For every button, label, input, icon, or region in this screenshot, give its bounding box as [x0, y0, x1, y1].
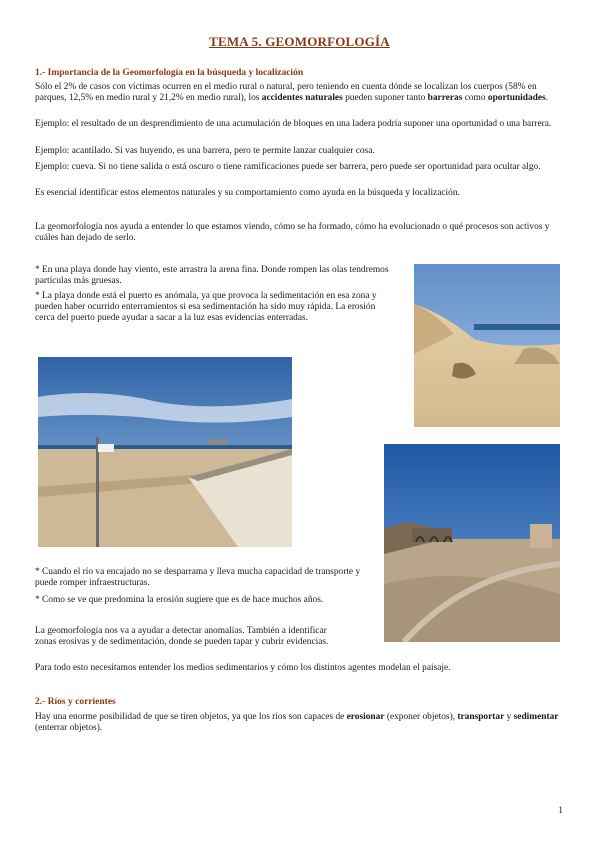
- playa-note-2: * La playa donde está el puerto es anómala, ya que provoca la sedimentación en esa zona y pueden haber ocurrido enterramientos si esa sedimentación ha sido muy rápida. La erosión cerca del puerto puede ayudar a sacar a la luz esas evidencias enterradas.: [35, 291, 377, 323]
- s2-text-d: y: [504, 712, 514, 722]
- section1-heading: 1.- Importancia de la Geomorfología en la búsqueda y localización: [35, 68, 304, 78]
- anomalias-text: La geomorfología nos va a ayudar a detectar anomalías. También a identificar zonas erosivas y de sedimentación, donde se pueden tapar y cubrir evidencias.: [35, 626, 329, 647]
- section2-heading: 2.- Ríos y corrientes: [35, 697, 116, 707]
- river-bed-photo: [384, 444, 560, 642]
- section2-para: [35, 712, 565, 734]
- rio-note-2: * Como se ve que predomina la erosión sugiere que es de hace muchos años.: [35, 595, 324, 605]
- page-number: 1: [558, 806, 563, 816]
- para1-text-e: .: [545, 92, 549, 103]
- ejemplo-3: Ejemplo: cueva. Si no tiene salida o está oscuro o tiene ramificaciones puede ser barrera, pero puede ser oportunidad para ocultar algo.: [35, 162, 541, 172]
- playa-note-1: * En una playa donde hay viento, este arrastra la arena fina. Donde rompen las olas tendremos partículas más gruesas.: [35, 265, 389, 286]
- rio-note-1: * Cuando el río va encajado no se desparrama y lleva mucha capacidad de transporte y puede romper infraestructuras.: [35, 567, 361, 588]
- ejemplo-2: Ejemplo: acantilado. Si vas huyendo, es una barrera, pero te permite lanzar cualquier cosa.: [35, 146, 375, 156]
- geomorfologia-text: La geomorfología nos ayuda a entender lo que estamos viendo, cómo se ha formado, cómo ha evolucionado o qué procesos son activos y cuáles han dejado de serlo.: [35, 222, 550, 243]
- page-title: TEMA 5. GEOMORFOLOGÍA: [209, 34, 390, 49]
- para1-text-c: pueden suponer tanto: [342, 92, 428, 103]
- beach-dunes-photo: [414, 264, 560, 427]
- para1-bold-2: barreras: [427, 92, 463, 103]
- ejemplo-1: Ejemplo: el resultado de un desprendimiento de una acumulación de bloques en una ladera podría suponer una oportunidad o una barrera.: [35, 119, 552, 129]
- port-beach-photo: [38, 357, 292, 547]
- s2-bold-1: erosionar: [346, 712, 385, 722]
- para1-text-a: Sólo el 2% de casos con víctimas ocurren en el medio rural o natural, pero teniendo en cuenta dónde se localizan los cuerpos (58% en parques, 12,5% en medio rural y 21,2% en medio rural), los: [35, 82, 537, 103]
- s2-text-c: (exponer objetos),: [384, 712, 458, 722]
- para1-bold-3: oportunidades: [487, 92, 546, 103]
- s2-bold-2: transportar: [457, 712, 505, 722]
- section1-para1: [35, 82, 565, 104]
- s2-text-e: (enterrar objetos).: [35, 722, 103, 733]
- s2-text-a: Hay una enorme posibilidad de que se tiren objetos, ya que los ríos son capaces de: [35, 712, 347, 722]
- para1-bold-1: accidentes naturales: [261, 92, 343, 103]
- s2-bold-3: sedimentar: [513, 712, 559, 722]
- esencial-text: Es esencial identificar estos elementos naturales y su comportamiento como ayuda en la búsqueda y localización.: [35, 188, 460, 198]
- medios-text: Para todo esto necesitamos entender los medios sedimentarios y cómo los distintos agentes modelan el paisaje.: [35, 663, 451, 673]
- para1-text-d: como: [462, 92, 488, 103]
